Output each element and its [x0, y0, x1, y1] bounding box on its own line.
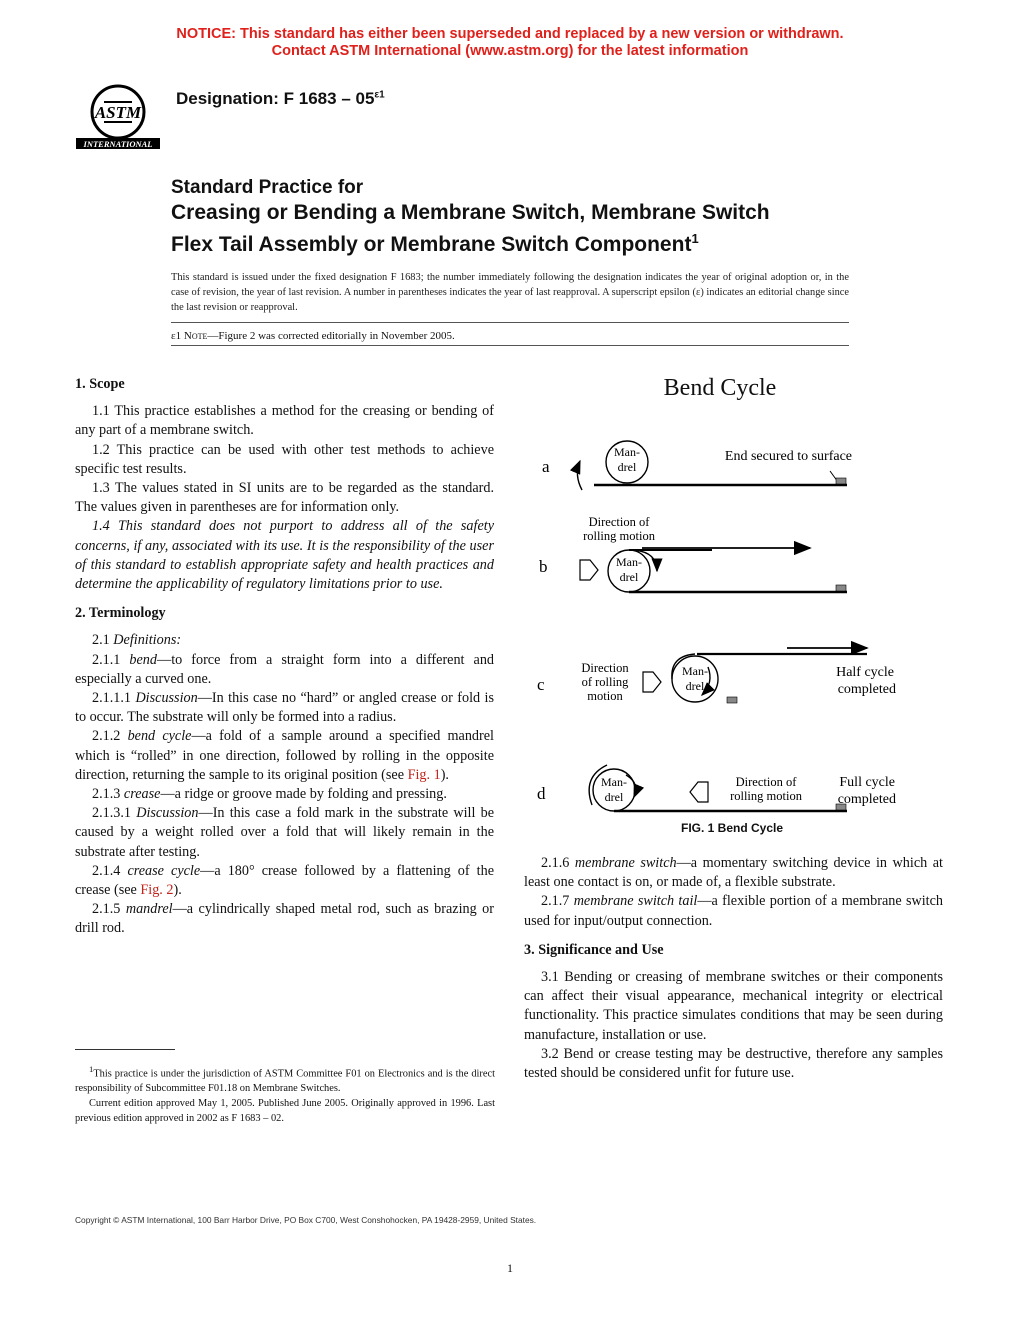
- direction-hint-c: [643, 672, 661, 692]
- row-d-diagram: [589, 765, 896, 811]
- definition: —In this case a fold mark in the substrate will be caused by a weight rolled over a fold that will likely remain in the substrate after testing.: [75, 805, 494, 860]
- dir-c-line1: Direction: [581, 661, 629, 675]
- para-number: 2.1.3: [92, 786, 124, 803]
- para-number: 2.1.7: [541, 893, 574, 910]
- page-number: 1: [507, 1261, 513, 1275]
- footnote-2: Current edition approved May 1, 2005. Published June 2005. Originally approved in 1996. Last previous edition approved in 2002 as F 1683 – 02.: [75, 1098, 495, 1125]
- dir-d-line1: Direction of: [735, 775, 797, 789]
- figure-title: Bend Cycle: [663, 375, 777, 401]
- mandrel-label-top: Man-: [682, 664, 708, 678]
- epsilon-mark: ε1: [171, 330, 182, 342]
- designation-superscript: ε1: [374, 89, 385, 101]
- para-3-2: 3.2 Bend or crease testing may be destructive, therefore any samples tested should be considered unfit for future use.: [524, 1045, 943, 1082]
- row-label-b: b: [539, 557, 548, 576]
- end-secured-label: End secured to surface: [724, 449, 852, 464]
- row-label-a: a: [542, 457, 550, 476]
- para-1-2: 1.2 This practice can be used with other test methods to achieve specific test results.: [75, 441, 494, 477]
- full-cycle-line2: completed: [837, 792, 896, 807]
- footnote-mark: 1: [89, 1064, 94, 1074]
- term: crease: [123, 786, 161, 803]
- title-line-3: [171, 226, 871, 258]
- row-label-d: d: [537, 784, 546, 803]
- significance-heading: 3. Significance and Use: [524, 941, 664, 958]
- definition: —a 180° crease followed by a flattening of the crease (see: [75, 862, 495, 899]
- title-line-2: Creasing or Bending a Membrane Switch, Membrane Switch: [171, 201, 770, 224]
- term: membrane switch: [574, 855, 677, 871]
- para-number: 2.1.1: [92, 651, 130, 668]
- divider: [171, 345, 849, 346]
- term: membrane switch tail: [573, 893, 698, 910]
- title-line-1: Standard Practice for: [171, 177, 364, 198]
- para-number: 2.1.6: [541, 855, 575, 871]
- term: Definitions:: [113, 632, 182, 649]
- row-c-diagram: [581, 648, 896, 703]
- mandrel-label-bottom: drel: [619, 570, 639, 584]
- para-1-1: 1.1 This practice establishes a method for the creasing or bending of any part of a membrane switch.: [75, 403, 494, 439]
- row-label-c: c: [537, 675, 545, 694]
- footnote: [75, 1062, 495, 1126]
- designation: [176, 89, 385, 109]
- mandrel-label-top: Man-: [616, 555, 642, 569]
- right-column: [524, 854, 943, 1083]
- para-1-4: 1.4 This standard does not purport to address all of the safety concerns, if any, associated with its use. It is the responsibility of the user of this standard to establish appropriate safety and health practices and determine the applicability of regulatory limitations prior to use.: [75, 518, 494, 593]
- logo-text: ASTM: [94, 103, 142, 122]
- para-2-1-4: [75, 862, 494, 900]
- epsilon-note: [171, 330, 455, 342]
- mandrel-label-top: Man-: [601, 775, 627, 789]
- dir-b-line1: Direction of: [588, 515, 650, 529]
- dir-c-line2: of rolling: [581, 675, 629, 689]
- half-cycle-line1: Half cycle: [836, 665, 894, 680]
- para-2-1-3-1: [75, 804, 494, 862]
- epsilon-note-label: Note: [183, 330, 208, 342]
- fig-1-link[interactable]: Fig. 1: [407, 766, 441, 783]
- term: mandrel: [125, 901, 173, 918]
- definition: —In this case no “hard” or angled crease or fold is to occur. The substrate will only be formed into a radius.: [75, 690, 494, 726]
- para-2-1: [75, 631, 494, 650]
- para-number: 2.1.3.1: [92, 805, 137, 822]
- term: Discussion: [135, 690, 198, 707]
- divider: [171, 322, 849, 323]
- issue-note: This standard is issued under the fixed designation F 1683; the number immediately following the designation indicates the year of original adoption or, in the case of revision, the year of last revision. A number in parentheses indicates the year of last reapproval. A superscript epsilon (ε) indicates an editorial change since the last revision or reapproval.: [171, 272, 849, 313]
- para-number: 2.1.5: [92, 901, 126, 918]
- term: crease cycle: [127, 862, 201, 879]
- dir-d-line2: rolling motion: [730, 789, 802, 803]
- para-2-1-3: [75, 785, 494, 804]
- definition: —a cylindrically shaped metal rod, such as brazing or drill rod.: [75, 901, 494, 937]
- para-number: 2.1: [92, 632, 114, 649]
- dir-c-line3: motion: [587, 689, 623, 703]
- full-cycle-line1: Full cycle: [839, 775, 895, 790]
- figure-bend-cycle: [522, 365, 896, 840]
- definition: —a ridge or groove made by folding and pressing.: [160, 786, 447, 803]
- para-2-1-1: [75, 651, 494, 689]
- notice-line-2: Contact ASTM International (www.astm.org) for the latest information: [271, 43, 749, 59]
- mandrel-label-bottom: drel: [617, 460, 637, 474]
- logo-subtext: INTERNATIONAL: [83, 139, 153, 149]
- row-b-diagram: [580, 515, 847, 592]
- title-footnote-mark: 1: [691, 231, 699, 246]
- para-3-1: 3.1 Bending or creasing of membrane switches or their components can affect their visual appearance, mechanical integrity or electrical functionality. This practice simulates conditions that may be seen during manufacture, installation or use.: [524, 969, 943, 1043]
- footnote-1: [75, 1062, 495, 1096]
- punct: ).: [173, 882, 182, 899]
- row-a-diagram: [577, 441, 852, 490]
- dir-b-line2: rolling motion: [583, 529, 655, 543]
- punct: ).: [440, 766, 449, 783]
- clamp-b: [836, 585, 846, 591]
- para-2-1-6: [524, 854, 943, 892]
- title-line-3-text: Flex Tail Assembly or Membrane Switch Component: [171, 233, 692, 256]
- direction-hint-b: [580, 560, 598, 580]
- terminology-heading: 2. Terminology: [75, 605, 166, 622]
- term: Discussion: [136, 805, 199, 822]
- mandrel-label-bottom: drel: [604, 790, 624, 804]
- document-title: [171, 176, 871, 258]
- para-2-1-5: [75, 900, 494, 938]
- para-2-1-7: [524, 892, 943, 930]
- clamp-c: [727, 697, 737, 703]
- mandrel-label-bottom: drel: [685, 679, 705, 693]
- scope-heading: 1. Scope: [75, 376, 125, 392]
- left-column: [75, 365, 494, 939]
- rotation-arrow-a: [577, 461, 582, 490]
- term: bend: [129, 651, 157, 668]
- definition: —to force from a straight form into a different and especially a curved one.: [75, 651, 495, 687]
- definition: —a flexible portion of a membrane switch used for input/output connection.: [524, 893, 943, 929]
- designation-label: Designation: F 1683 – 05: [176, 89, 375, 108]
- footnote-rule: [75, 1049, 175, 1050]
- para-2-1-2: [75, 727, 494, 785]
- fig-2-link[interactable]: Fig. 2: [140, 882, 174, 899]
- para-number: 2.1.1.1: [92, 690, 136, 707]
- withdrawal-notice: [0, 26, 1020, 60]
- clamp-a: [836, 478, 846, 484]
- mandrel-label-top: Man-: [614, 445, 640, 459]
- term: bend cycle: [127, 728, 192, 745]
- para-number: 2.1.2: [92, 728, 128, 745]
- footnote-text: This practice is under the jurisdiction of ASTM Committee F01 on Electronics and is the direct responsibility of Subcommittee F01.18 on Membrane Switches.: [75, 1068, 495, 1095]
- para-number: 2.1.4: [92, 862, 128, 879]
- definition: —a momentary switching device in which at least one contact is on, or made of, a flexible substrate.: [524, 855, 943, 891]
- direction-hint-d: [690, 782, 708, 802]
- epsilon-note-text: —Figure 2 was corrected editorially in November 2005.: [207, 330, 455, 342]
- definition: —a fold of a sample around a specified mandrel which is “rolled” in one direction, followed by rolling in the opposite direction, returning the sample to its original position (see: [75, 728, 494, 783]
- astm-logo-icon: [74, 82, 162, 152]
- half-cycle-line2: completed: [837, 682, 896, 697]
- copyright: Copyright © ASTM International, 100 Barr Harbor Drive, PO Box C700, West Conshohocken, PA 19428-2959, United States.: [75, 1215, 537, 1225]
- para-1-3: 1.3 The values stated in SI units are to be regarded as the standard. The values given in parentheses are for information only.: [75, 480, 494, 516]
- para-2-1-1-1: [75, 689, 494, 727]
- notice-line-1: NOTICE: This standard has either been superseded and replaced by a new version or withdrawn.: [176, 26, 844, 42]
- figure-caption: FIG. 1 Bend Cycle: [680, 821, 784, 835]
